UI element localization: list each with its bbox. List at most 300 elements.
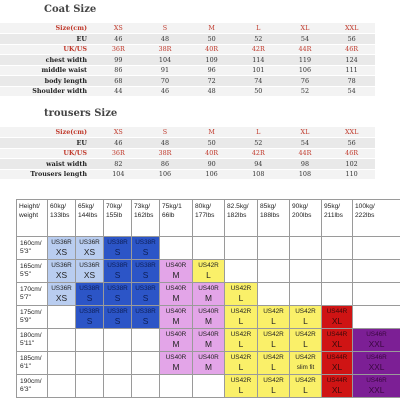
weight-column-header [132, 200, 160, 237]
weight-label-line: 82.5kg/ [227, 203, 249, 210]
size-letter: L [303, 339, 308, 349]
weight-label-line: 155lb [106, 211, 123, 219]
trousers-size-value: 46R [328, 148, 375, 159]
height-label-line: 185cm/ [20, 354, 42, 362]
empty-cell [258, 237, 290, 260]
size-letter: M [205, 339, 212, 349]
trousers-size-value: 110 [328, 169, 375, 180]
size-letter: XS [83, 247, 96, 257]
size-code: US44R [326, 331, 348, 338]
coat-row-label: body length [0, 76, 95, 87]
size-cell [353, 329, 400, 352]
size-letter: XXL [368, 362, 385, 372]
trousers-size-table [0, 127, 375, 180]
trousers-size-value: 108 [282, 169, 329, 180]
coat-size-table [0, 23, 375, 97]
size-letter: L [303, 316, 308, 326]
height-label-line: 180cm/ [20, 331, 42, 339]
size-cell [290, 306, 322, 329]
size-code: US42R [263, 331, 284, 338]
size-letter: XS [55, 270, 68, 280]
empty-cell [132, 352, 160, 375]
trousers-size-value: M [188, 127, 235, 138]
corner-label-line: Height/ [19, 203, 40, 210]
weight-label-line: 188lbs [260, 211, 280, 219]
coat-size-value: XS [95, 23, 142, 34]
trousers-size-value: 98 [282, 159, 329, 170]
height-label-line: 165cm/ [20, 262, 42, 270]
size-code: US42R [295, 354, 316, 361]
size-letter: L [271, 339, 276, 349]
size-code: US40R [198, 331, 219, 338]
size-letter: L [303, 385, 308, 395]
trousers-size-value: 82 [95, 159, 142, 170]
trousers-size-value: 42R [235, 148, 282, 159]
weight-column-header [104, 200, 132, 237]
height-label-line: 6'3" [20, 386, 31, 393]
weight-label-line: 177lbs [195, 211, 215, 219]
trousers-size-value: XL [282, 127, 329, 138]
size-letter: S [114, 293, 121, 303]
coat-size-value: 91 [142, 65, 189, 76]
empty-cell [290, 260, 322, 283]
size-code: US42R [263, 308, 284, 315]
coat-size-value: 50 [188, 34, 235, 45]
weight-label-line: 133lbs [50, 211, 70, 219]
empty-cell [353, 237, 400, 260]
size-cell [48, 237, 76, 260]
height-label-line: 5'11" [20, 340, 35, 347]
size-cell [322, 352, 353, 375]
size-cell [104, 283, 132, 306]
size-letter: XL [331, 316, 343, 326]
height-label-line: 170cm/ [20, 285, 42, 293]
trousers-size-value: L [235, 127, 282, 138]
height-row [17, 375, 400, 398]
size-cell [76, 306, 104, 329]
size-letter: XL [331, 362, 343, 372]
height-row [17, 237, 400, 260]
trousers-size-value: 108 [235, 169, 282, 180]
size-letter: M [172, 293, 180, 303]
coat-size-row [0, 34, 375, 45]
coat-size-value: 101 [235, 65, 282, 76]
trousers-size-value: 54 [282, 138, 329, 149]
height-row [17, 329, 400, 352]
empty-cell [104, 375, 132, 398]
height-row-header [17, 237, 48, 260]
size-code: US40R [165, 262, 187, 269]
coat-size-value: 42R [235, 44, 282, 55]
trousers-size-value: 40R [188, 148, 235, 159]
coat-size-value: 78 [328, 76, 375, 87]
coat-size-value: 68 [95, 76, 142, 87]
size-letter: L [238, 339, 244, 349]
trousers-size-value: 44R [282, 148, 329, 159]
trousers-size-row [0, 138, 375, 149]
trousers-size-value: 50 [188, 138, 235, 149]
size-code: US36R [51, 239, 72, 246]
size-code: US44R [326, 354, 348, 361]
height-row [17, 306, 400, 329]
size-cell [160, 283, 193, 306]
height-row-header [17, 306, 48, 329]
trousers-size-value: XS [95, 127, 142, 138]
size-cell [104, 260, 132, 283]
size-cell [225, 375, 258, 398]
empty-cell [353, 283, 400, 306]
size-cell [225, 352, 258, 375]
empty-cell [48, 375, 76, 398]
size-letter: S [142, 270, 149, 280]
coat-size-value: 124 [328, 55, 375, 66]
size-cell [258, 329, 290, 352]
coat-size-row [0, 65, 375, 76]
coat-size-value: 40R [188, 44, 235, 55]
height-row-header [17, 283, 48, 306]
size-code: US42R [295, 377, 316, 384]
size-code: US40R [165, 285, 187, 292]
trousers-size-value: 48 [142, 138, 189, 149]
size-letter: L [238, 316, 244, 326]
size-cell [76, 237, 104, 260]
height-label-line: 5'7" [20, 294, 31, 301]
chart-corner-header [17, 200, 48, 237]
trousers-row-label: Size(cm) [0, 127, 95, 138]
weight-label-line: 66lb [162, 211, 175, 219]
coat-size-value: 52 [282, 86, 329, 97]
trousers-size-title: trousers Size [44, 108, 118, 119]
coat-size-value: XXL [328, 23, 375, 34]
height-row [17, 260, 400, 283]
weight-label-line: 70kg/ [106, 203, 123, 210]
coat-size-value: 104 [142, 55, 189, 66]
coat-row-label: Shoulder width [0, 86, 95, 97]
size-cell [132, 283, 160, 306]
size-cell [225, 306, 258, 329]
size-code: US46R [366, 331, 387, 338]
size-letter: XS [83, 270, 96, 280]
size-code: US42R [198, 262, 219, 269]
weight-label-line: 200lbs [292, 211, 312, 219]
height-row [17, 283, 400, 306]
size-code: US38R [107, 262, 128, 269]
empty-cell [76, 375, 104, 398]
size-cell [160, 329, 193, 352]
coat-size-value: 96 [188, 65, 235, 76]
empty-cell [76, 329, 104, 352]
weight-column-header [290, 200, 322, 237]
coat-size-value: 44R [282, 44, 329, 55]
weight-label-line: 100kg/ [355, 203, 375, 210]
coat-size-value: M [188, 23, 235, 34]
coat-size-value: 74 [235, 76, 282, 87]
coat-size-title: Coat Size [44, 4, 97, 15]
trousers-size-row [0, 148, 375, 159]
size-letter: M [205, 362, 212, 372]
coat-row-label: middle waist [0, 65, 95, 76]
coat-size-value: 54 [328, 86, 375, 97]
size-letter: L [238, 385, 244, 395]
size-cell [225, 283, 258, 306]
size-cell [193, 260, 225, 283]
coat-size-value: 109 [188, 55, 235, 66]
coat-size-row [0, 55, 375, 66]
weight-label-line: 95kg/ [324, 203, 341, 210]
size-letter: S [142, 293, 149, 303]
empty-cell [104, 352, 132, 375]
empty-cell [225, 237, 258, 260]
empty-cell [132, 329, 160, 352]
coat-row-label: UK/US [0, 44, 95, 55]
size-code: US42R [263, 377, 284, 384]
weight-label-line: 65kg/ [78, 203, 95, 210]
size-code: US40R [165, 354, 187, 361]
trousers-size-value: 36R [95, 148, 142, 159]
height-row-header [17, 329, 48, 352]
size-code: US38R [107, 239, 128, 246]
size-cell [132, 237, 160, 260]
empty-cell [258, 260, 290, 283]
weight-label-line: 85kg/ [260, 203, 277, 210]
coat-size-value: 70 [142, 76, 189, 87]
coat-row-label: Size(cm) [0, 23, 95, 34]
trousers-row-label: waist width [0, 159, 95, 170]
size-cell [322, 306, 353, 329]
coat-size-value: 46 [142, 86, 189, 97]
size-letter: M [205, 293, 212, 303]
trousers-size-value: 38R [142, 148, 189, 159]
coat-size-value: 114 [235, 55, 282, 66]
coat-size-value: 86 [95, 65, 142, 76]
size-code: US44R [326, 377, 348, 384]
size-cell [290, 352, 322, 375]
size-cell [48, 283, 76, 306]
height-label-line: 5'3" [20, 248, 31, 255]
height-row-header [17, 260, 48, 283]
size-code: US40R [198, 285, 219, 292]
size-code: US42R [230, 285, 252, 292]
height-row [17, 352, 400, 375]
trousers-size-row [0, 169, 375, 180]
empty-cell [193, 375, 225, 398]
weight-label-line: 73kg/ [134, 203, 151, 210]
size-cell [104, 306, 132, 329]
size-letter: L [271, 385, 276, 395]
coat-size-value: S [142, 23, 189, 34]
size-code: US36R [51, 262, 72, 269]
empty-cell [353, 260, 400, 283]
coat-size-value: 111 [328, 65, 375, 76]
trousers-row-label: UK/US [0, 148, 95, 159]
weight-label-line: 162lbs [134, 211, 154, 219]
size-cell [160, 306, 193, 329]
height-label-line: 190cm/ [20, 377, 42, 385]
empty-cell [290, 283, 322, 306]
size-code: US38R [107, 308, 128, 315]
coat-size-value: 38R [142, 44, 189, 55]
coat-size-row [0, 76, 375, 87]
empty-cell [290, 237, 322, 260]
size-code: US42R [263, 354, 284, 361]
size-cell [48, 260, 76, 283]
coat-size-value: 106 [282, 65, 329, 76]
size-cell [132, 306, 160, 329]
trousers-size-value: 106 [188, 169, 235, 180]
height-label-line: 160cm/ [20, 239, 42, 247]
size-letter: M [172, 270, 180, 280]
size-code: US42R [230, 377, 252, 384]
size-letter: M [172, 362, 180, 372]
coat-row-label: chest width [0, 55, 95, 66]
size-cell [193, 283, 225, 306]
size-cell [132, 260, 160, 283]
weight-label-line: 182lbs [227, 211, 247, 219]
weight-label-line: 90kg/ [292, 203, 309, 210]
size-cell [322, 375, 353, 398]
size-letter: S [142, 247, 149, 257]
size-letter: L [238, 362, 244, 372]
trousers-row-label: EU [0, 138, 95, 149]
size-code: US46R [366, 377, 387, 384]
coat-size-value: 46R [328, 44, 375, 55]
size-cell [258, 306, 290, 329]
coat-size-value: 46 [95, 34, 142, 45]
size-code: US38R [135, 308, 156, 315]
empty-cell [322, 237, 353, 260]
weight-column-header [353, 200, 400, 237]
size-cell [353, 352, 400, 375]
size-code: US42R [230, 331, 252, 338]
height-row-header [17, 375, 48, 398]
empty-cell [48, 329, 76, 352]
coat-size-row [0, 86, 375, 97]
coat-size-value: 72 [188, 76, 235, 87]
size-letter: XS [55, 247, 68, 257]
weight-label-line: 144lbs [78, 211, 98, 219]
trousers-size-value: 90 [188, 159, 235, 170]
empty-cell [76, 352, 104, 375]
coat-size-row [0, 23, 375, 34]
size-code: US40R [165, 331, 187, 338]
size-letter: S [114, 270, 121, 280]
trousers-size-value: 56 [328, 138, 375, 149]
size-cell [193, 306, 225, 329]
trousers-size-value: XXL [328, 127, 375, 138]
size-cell [104, 237, 132, 260]
size-letter: L [271, 362, 276, 372]
height-weight-size-chart [16, 199, 400, 398]
weight-label-line: 211lbs [324, 211, 343, 219]
coat-size-value: 54 [282, 34, 329, 45]
empty-cell [322, 260, 353, 283]
size-code: US42R [230, 308, 252, 315]
size-code: US36R [79, 239, 100, 246]
size-letter: S [86, 293, 93, 303]
size-letter: S [142, 316, 149, 326]
size-letter: XS [55, 293, 68, 303]
size-cell [76, 283, 104, 306]
empty-cell [322, 283, 353, 306]
weight-column-header [225, 200, 258, 237]
coat-size-row [0, 44, 375, 55]
empty-cell [258, 283, 290, 306]
coat-size-value: XL [282, 23, 329, 34]
coat-size-value: 52 [235, 34, 282, 45]
size-cell [193, 352, 225, 375]
size-cell [290, 375, 322, 398]
empty-cell [48, 306, 76, 329]
size-letter: XXL [368, 339, 385, 349]
weight-label-line: 75kg/1 [162, 203, 182, 210]
trousers-size-value: 106 [142, 169, 189, 180]
size-cell [353, 375, 400, 398]
weight-label-line: 60kg/ [50, 203, 67, 210]
size-code: US42R [295, 331, 316, 338]
size-code: US38R [79, 308, 100, 315]
size-cell [160, 352, 193, 375]
trousers-size-row [0, 159, 375, 170]
size-cell [76, 260, 104, 283]
size-code: US36R [79, 262, 100, 269]
empty-cell [160, 375, 193, 398]
coat-size-value: 56 [328, 34, 375, 45]
trousers-size-value: 46 [95, 138, 142, 149]
weight-label-line: 222lbs [355, 211, 375, 219]
size-code: US42R [230, 354, 252, 361]
empty-cell [353, 306, 400, 329]
empty-cell [225, 260, 258, 283]
empty-cell [193, 237, 225, 260]
size-cell [322, 329, 353, 352]
empty-cell [132, 375, 160, 398]
weight-column-header [48, 200, 76, 237]
coat-size-value: 48 [188, 86, 235, 97]
weight-label-line: 80kg/ [195, 203, 212, 210]
trousers-size-value: 94 [235, 159, 282, 170]
size-cell [290, 329, 322, 352]
size-letter: S [86, 316, 93, 326]
size-cell [193, 329, 225, 352]
size-code: US40R [198, 354, 219, 361]
size-letter: L [206, 270, 211, 280]
size-cell [160, 260, 193, 283]
corner-label-line: weight [19, 211, 39, 219]
size-code: US38R [135, 239, 156, 246]
size-code: US40R [198, 308, 219, 315]
coat-size-value: 44 [95, 86, 142, 97]
trousers-row-label: Trousers length [0, 169, 95, 180]
height-label-line: 175cm/ [20, 308, 42, 316]
size-letter: XL [331, 385, 343, 395]
chart-header-row [17, 200, 400, 237]
size-letter: S [114, 316, 121, 326]
size-cell [258, 375, 290, 398]
empty-cell [160, 237, 193, 260]
size-letter: XL [331, 339, 343, 349]
coat-size-value: L [235, 23, 282, 34]
weight-column-header [193, 200, 225, 237]
coat-size-value: 50 [235, 86, 282, 97]
trousers-size-value: 102 [328, 159, 375, 170]
weight-column-header [76, 200, 104, 237]
trousers-size-value: 104 [95, 169, 142, 180]
height-label-line: 6'1" [20, 363, 31, 370]
size-letter: S [114, 247, 121, 257]
size-code: US44R [326, 308, 348, 315]
weight-column-header [160, 200, 193, 237]
trousers-size-row [0, 127, 375, 138]
